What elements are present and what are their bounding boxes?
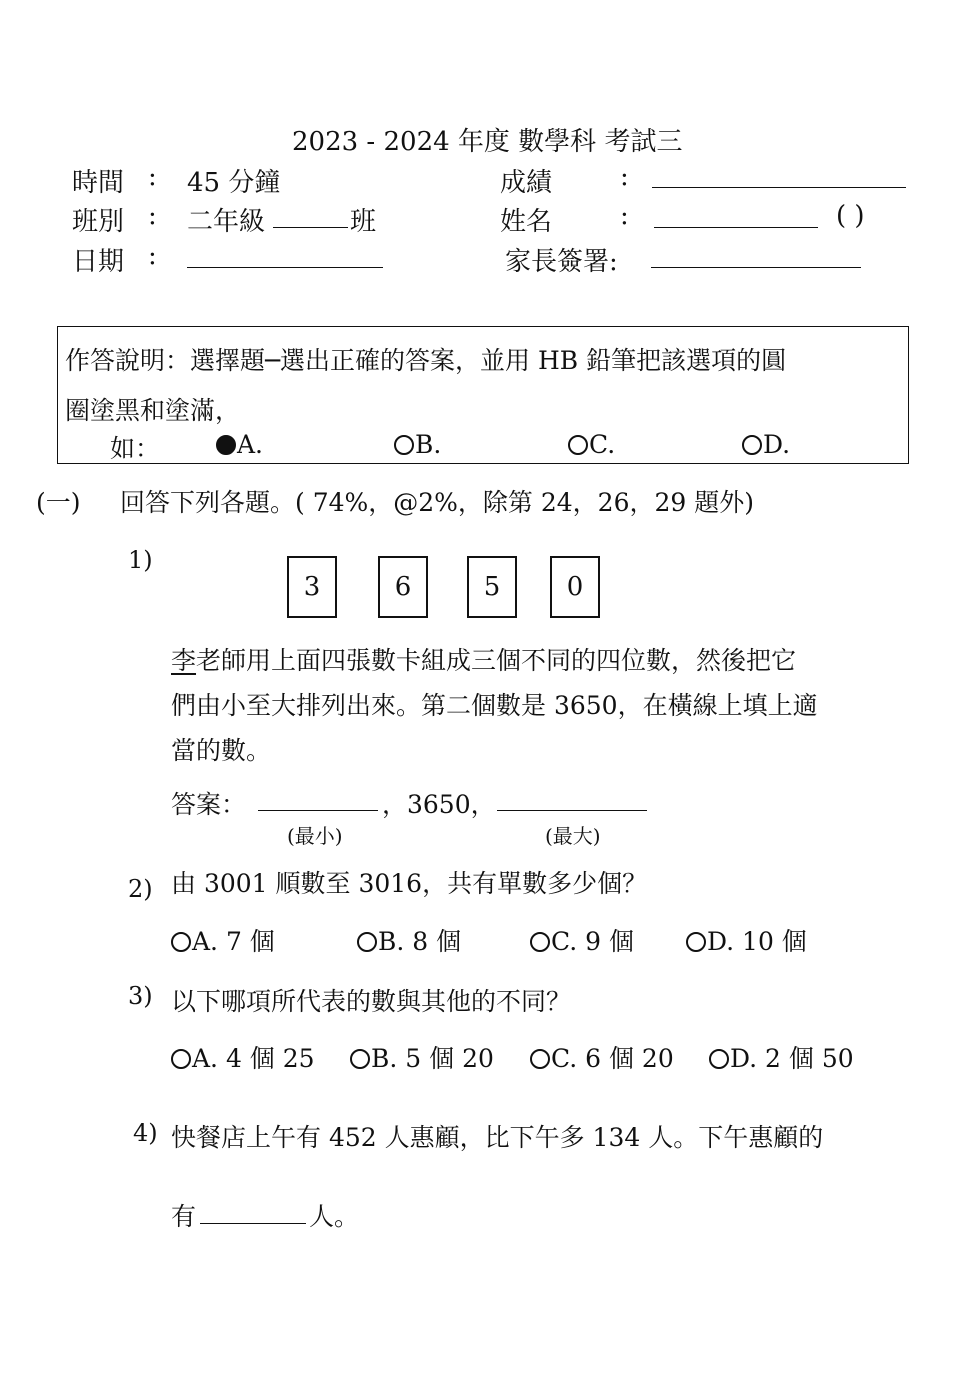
example-option-a bbox=[216, 430, 263, 459]
question-2-text: 由 3001 順數至 3016，共有單數多少個？ bbox=[171, 869, 648, 898]
empty-circle-icon bbox=[357, 932, 377, 952]
question-4-text: 快餐店上午有 452 人惠顧，比下午多 134 人。下午惠顧的 bbox=[171, 1123, 824, 1152]
score-colon: : bbox=[620, 162, 629, 192]
label-min: (最小) bbox=[287, 824, 343, 848]
example-option-c bbox=[568, 430, 615, 459]
question-1-line1 bbox=[171, 641, 796, 677]
section-number: (一) bbox=[36, 488, 81, 517]
question-4-answer-suffix: 人。 bbox=[309, 1202, 360, 1231]
empty-circle-icon bbox=[171, 1049, 191, 1069]
question-4-number: 4) bbox=[133, 1119, 158, 1147]
date-colon: : bbox=[148, 241, 157, 271]
score-label: 成績 bbox=[500, 168, 553, 198]
page-title: 2023 - 2024 年度 數學科 考試三 bbox=[292, 127, 683, 157]
q2-option-d-label: D. 10 個 bbox=[707, 927, 807, 956]
question-2-number: 2) bbox=[128, 875, 153, 903]
example-option-d-label: D. bbox=[763, 430, 791, 459]
question-4-answer-prefix: 有 bbox=[171, 1202, 197, 1231]
answer-blank-max[interactable] bbox=[497, 810, 647, 811]
instructions-line2: 圈塗黑和塗滿， bbox=[65, 396, 241, 425]
empty-circle-icon bbox=[709, 1049, 729, 1069]
q3-option-d[interactable] bbox=[709, 1039, 854, 1075]
q2-option-a[interactable] bbox=[171, 922, 275, 958]
example-option-c-label: C. bbox=[589, 430, 616, 459]
empty-circle-icon bbox=[394, 435, 414, 455]
number-card: 6 bbox=[378, 556, 428, 618]
number-card: 0 bbox=[550, 556, 600, 618]
name-blank[interactable] bbox=[654, 227, 818, 228]
time-label: 時間 bbox=[72, 168, 125, 198]
empty-circle-icon bbox=[171, 932, 191, 952]
section-heading: 回答下列各題。( 74%，@2%，除第 24，26，29 題外) bbox=[120, 488, 755, 517]
answer-blank-min[interactable] bbox=[258, 810, 378, 811]
example-option-b bbox=[394, 430, 441, 459]
name-colon: : bbox=[620, 201, 629, 231]
instructions-box bbox=[57, 326, 909, 464]
empty-circle-icon bbox=[530, 1049, 550, 1069]
question-1-line3: 當的數。 bbox=[171, 736, 272, 765]
q3-option-b-label: B. 5 個 20 bbox=[371, 1044, 494, 1073]
date-blank[interactable] bbox=[187, 267, 383, 268]
question-1-line2: 們由小至大排列出來。第二個數是 3650，在橫線上填上適 bbox=[171, 691, 818, 720]
parent-signature-blank[interactable] bbox=[651, 267, 861, 268]
q3-option-b[interactable] bbox=[350, 1039, 494, 1075]
teacher-name: 李 bbox=[171, 646, 197, 675]
empty-circle-icon bbox=[350, 1049, 370, 1069]
empty-circle-icon bbox=[568, 435, 588, 455]
label-max: (最大) bbox=[545, 824, 601, 848]
empty-circle-icon bbox=[742, 435, 762, 455]
class-colon: : bbox=[148, 201, 157, 231]
q3-option-c[interactable] bbox=[530, 1039, 674, 1075]
question-1-answer-label: 答案： bbox=[171, 790, 247, 819]
class-grade: 二年級 bbox=[187, 207, 266, 237]
class-suffix: 班 bbox=[350, 207, 377, 237]
q3-option-c-label: C. 6 個 20 bbox=[551, 1044, 674, 1073]
q3-option-a-label: A. 4 個 25 bbox=[192, 1044, 315, 1073]
q2-option-b-label: B. 8 個 bbox=[378, 927, 462, 956]
empty-circle-icon bbox=[530, 932, 550, 952]
question-1-middle-value: ，3650， bbox=[382, 790, 496, 819]
number-card: 5 bbox=[467, 556, 517, 618]
class-blank[interactable] bbox=[273, 227, 348, 228]
empty-circle-icon bbox=[686, 932, 706, 952]
q2-option-d[interactable] bbox=[686, 922, 807, 958]
time-colon: : bbox=[148, 162, 157, 192]
time-value: 45 分鐘 bbox=[187, 168, 281, 198]
filled-circle-icon bbox=[216, 435, 236, 455]
example-option-a-label: A. bbox=[237, 430, 264, 459]
q3-option-d-label: D. 2 個 50 bbox=[730, 1044, 854, 1073]
name-label: 姓名 bbox=[500, 207, 553, 237]
number-card: 3 bbox=[287, 556, 337, 618]
q3-option-a[interactable] bbox=[171, 1039, 315, 1075]
score-blank[interactable] bbox=[652, 187, 906, 188]
example-option-b-label: B. bbox=[415, 430, 442, 459]
date-label: 日期 bbox=[72, 247, 125, 277]
parent-signature-label: 家長簽署: bbox=[505, 247, 618, 277]
class-number-paren: ( ) bbox=[836, 201, 865, 231]
q2-option-b[interactable] bbox=[357, 922, 461, 958]
instructions-line1: 作答說明：選擇題─選出正確的答案，並用 HB 鉛筆把該選項的圓 bbox=[65, 346, 787, 375]
q2-option-a-label: A. 7 個 bbox=[192, 927, 275, 956]
class-label: 班別 bbox=[72, 207, 125, 237]
question-3-number: 3) bbox=[128, 982, 153, 1010]
question-1-number: 1) bbox=[128, 546, 153, 574]
question-4-answer-blank[interactable] bbox=[200, 1223, 306, 1224]
question-1-line1-rest: 老師用上面四張數卡組成三個不同的四位數，然後把它 bbox=[196, 646, 797, 675]
example-option-d bbox=[742, 430, 790, 459]
example-label: 如： bbox=[110, 434, 161, 463]
q2-option-c[interactable] bbox=[530, 922, 634, 958]
q2-option-c-label: C. 9 個 bbox=[551, 927, 634, 956]
question-3-text: 以下哪項所代表的數與其他的不同？ bbox=[171, 987, 572, 1016]
